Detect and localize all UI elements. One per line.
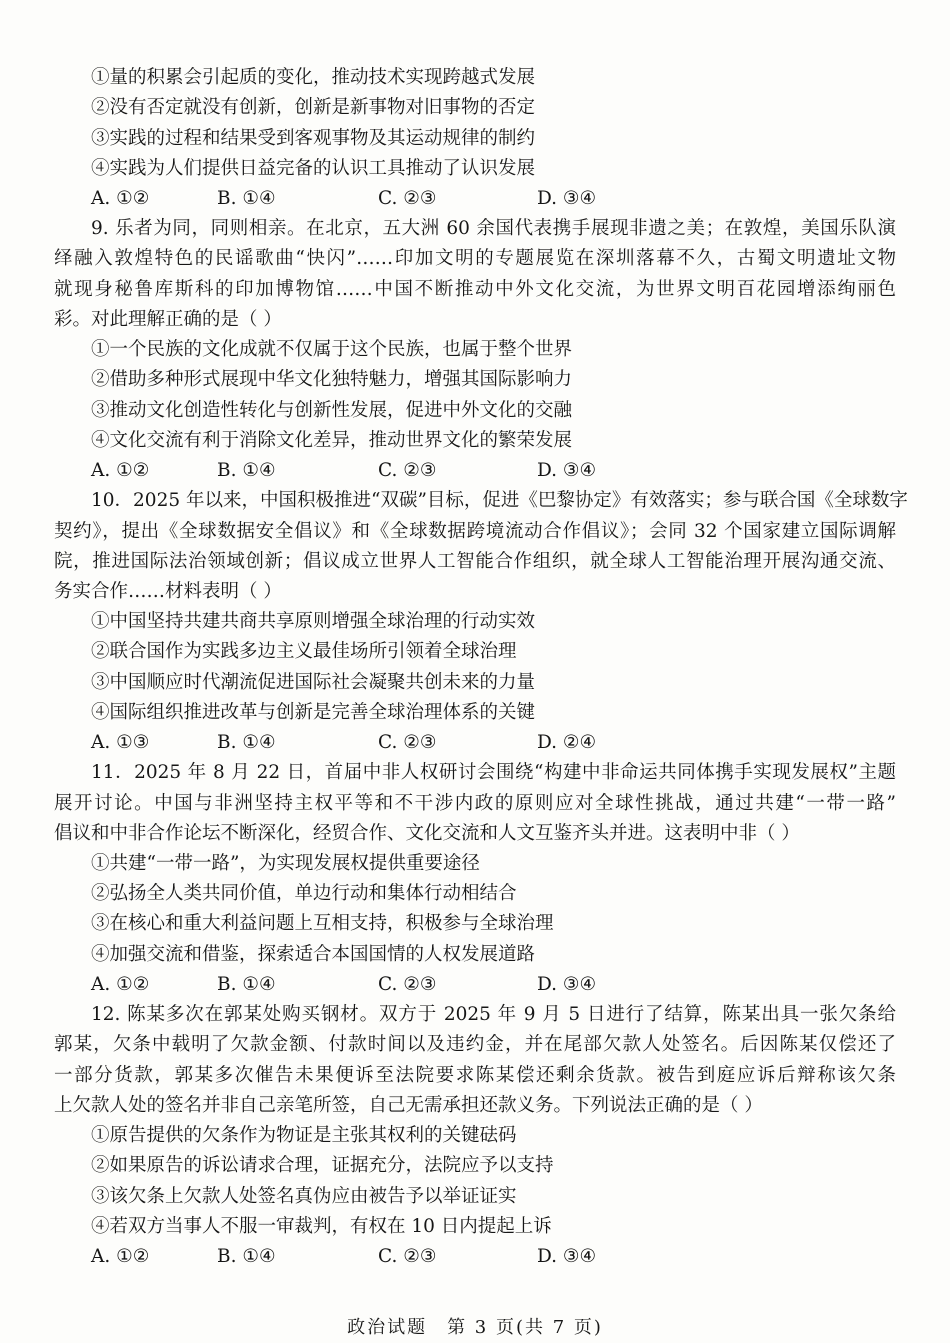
question-10-stem: 务实合作……材料表明（ ）	[54, 581, 282, 602]
choice-a[interactable]: A. ①②	[91, 1246, 150, 1267]
question-11-stem: 11．2025 年 8 月 22 日，首届中非人权研讨会围绕“构建中非命运共同体携手实现发展权”主题	[91, 762, 896, 783]
choice-b[interactable]: B. ①④	[217, 460, 276, 481]
statement: ③中国顺应时代潮流促进国际社会凝聚共创未来的力量	[91, 672, 536, 693]
statement: ④实践为人们提供日益完备的认识工具推动了认识发展	[91, 158, 536, 179]
choice-b[interactable]: B. ①④	[217, 732, 276, 753]
choice-b[interactable]: B. ①④	[217, 974, 276, 995]
question-12-stem: 上欠款人处的签名并非自己亲笔所签，自己无需承担还款义务。下列说法正确的是（ ）	[54, 1095, 763, 1116]
statement: ①共建“一带一路”，为实现发展权提供重要途径	[91, 853, 480, 874]
statement: ②如果原告的诉讼请求合理，证据充分，法院应予以支持	[91, 1155, 554, 1176]
choice-b[interactable]: B. ①④	[217, 1246, 276, 1267]
choice-c[interactable]: C. ②③	[378, 732, 437, 753]
statement: ④若双方当事人不服一审裁判，有权在 10 日内提起上诉	[91, 1216, 552, 1237]
choice-d[interactable]: D. ③④	[537, 974, 597, 995]
choice-c[interactable]: C. ②③	[378, 188, 437, 209]
statement: ①中国坚持共建共商共享原则增强全球治理的行动实效	[91, 611, 536, 632]
statement: ①量的积累会引起质的变化，推动技术实现跨越式发展	[91, 67, 536, 88]
statement: ②没有否定就没有创新，创新是新事物对旧事物的否定	[91, 97, 536, 118]
statement: ④国际组织推进改革与创新是完善全球治理体系的关键	[91, 702, 536, 723]
question-9-stem: 绎融入敦煌特色的民谣歌曲“快闪”……印加文明的专题展览在深圳落幕不久，古蜀文明遗址文物	[54, 248, 896, 269]
statement: ②联合国作为实践多边主义最佳场所引领着全球治理	[91, 641, 517, 662]
statement: ③实践的过程和结果受到客观事物及其运动规律的制约	[91, 128, 536, 149]
question-11-stem: 倡议和中非合作论坛不断深化，经贸合作、文化交流和人文互鉴齐头并进。这表明中非（ ）	[54, 823, 800, 844]
question-10-stem: 契约》，提出《全球数据安全倡议》和《全球数据跨境流动合作倡议》；会同 32 个国家建立国际调解	[54, 521, 896, 542]
choice-c[interactable]: C. ②③	[378, 974, 437, 995]
choice-a[interactable]: A. ①③	[91, 732, 150, 753]
choice-b[interactable]: B. ①④	[217, 188, 276, 209]
choice-a[interactable]: A. ①②	[91, 188, 150, 209]
question-10-stem: 10．2025 年以来，中国积极推进“双碳”目标，促进《巴黎协定》有效落实；参与联合国《全球数字	[91, 490, 908, 511]
choice-c[interactable]: C. ②③	[378, 460, 437, 481]
question-11-stem: 展开讨论。中国与非洲坚持主权平等和不干涉内政的原则应对全球性挑战，通过共建“一带一路”	[54, 793, 896, 814]
statement: ②弘扬全人类共同价值，单边行动和集体行动相结合	[91, 883, 517, 904]
statement: ①原告提供的欠条作为物证是主张其权利的关键砝码	[91, 1125, 517, 1146]
question-12-stem: 一部分货款，郭某多次催告未果便诉至法院要求陈某偿还剩余货款。被告到庭应诉后辩称该欠条	[54, 1065, 896, 1086]
statement: ①一个民族的文化成就不仅属于这个民族，也属于整个世界	[91, 339, 573, 360]
question-9-stem: 就现身秘鲁库斯科的印加博物馆……中国不断推动中外文化交流，为世界文明百花园增添绚丽色	[54, 279, 896, 300]
question-9-stem: 彩。对此理解正确的是（ ）	[54, 309, 282, 330]
choice-d[interactable]: D. ②④	[537, 732, 597, 753]
choice-d[interactable]: D. ③④	[537, 460, 597, 481]
choice-c[interactable]: C. ②③	[378, 1246, 437, 1267]
question-12-stem: 12. 陈某多次在郭某处购买钢材。双方于 2025 年 9 月 5 日进行了结算，陈某出具一张欠条给	[91, 1004, 896, 1025]
statement: ④加强交流和借鉴，探索适合本国国情的人权发展道路	[91, 944, 536, 965]
statement: ④文化交流有利于消除文化差异，推动世界文化的繁荣发展	[91, 430, 573, 451]
choice-d[interactable]: D. ③④	[537, 188, 597, 209]
choice-a[interactable]: A. ①②	[91, 974, 150, 995]
question-10-stem: 院，推进国际法治领域创新；倡议成立世界人工智能合作组织，就全球人工智能治理开展沟通交流、	[54, 551, 896, 572]
statement: ③该欠条上欠款人处签名真伪应由被告予以举证证实	[91, 1186, 517, 1207]
statement: ③推动文化创造性转化与创新性发展，促进中外文化的交融	[91, 400, 573, 421]
question-12-stem: 郭某，欠条中载明了欠款金额、付款时间以及违约金，并在尾部欠款人处签名。后因陈某仅偿还了	[54, 1034, 896, 1055]
question-9-stem: 9. 乐者为同，同则相亲。在北京，五大洲 60 余国代表携手展现非遗之美；在敦煌，美国乐队演	[91, 218, 896, 239]
choice-a[interactable]: A. ①②	[91, 460, 150, 481]
statement: ②借助多种形式展现中华文化独特魅力，增强其国际影响力	[91, 369, 573, 390]
page-footer: 政治试题 第 3 页(共 7 页)	[347, 1317, 603, 1338]
statement: ③在核心和重大利益问题上互相支持，积极参与全球治理	[91, 913, 554, 934]
choice-d[interactable]: D. ③④	[537, 1246, 597, 1267]
